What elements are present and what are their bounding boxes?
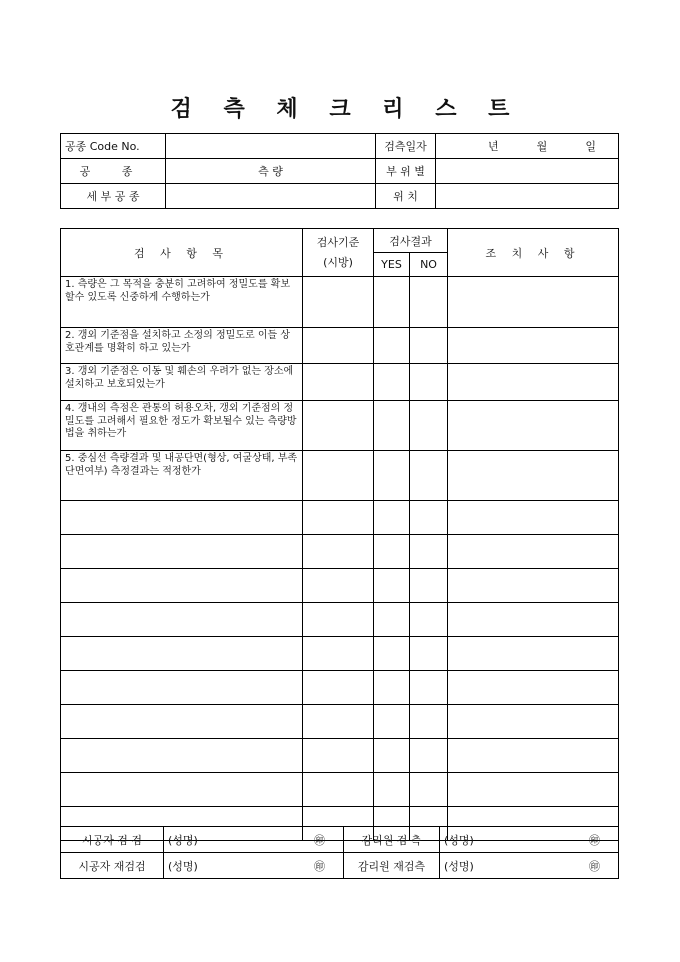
work-code-label: 공종 Code No. xyxy=(61,134,166,159)
contractor-recheck-sign[interactable] xyxy=(164,853,344,879)
yes-cell[interactable] xyxy=(374,705,410,739)
col-result-header: 검사결과 xyxy=(374,229,448,253)
check-item: 3. 갱외 기준점은 이동 및 훼손의 우려가 없는 장소에 설치하고 보호되었는가 xyxy=(61,364,303,401)
table-row xyxy=(61,401,619,451)
no-cell[interactable] xyxy=(410,501,448,535)
no-cell[interactable] xyxy=(410,739,448,773)
empty-row xyxy=(61,535,619,569)
no-cell[interactable] xyxy=(410,277,448,328)
criteria-cell[interactable] xyxy=(303,328,374,364)
criteria-cell[interactable] xyxy=(303,501,374,535)
name-placeholder: (성명) xyxy=(168,859,198,873)
yes-cell[interactable] xyxy=(374,637,410,671)
action-cell[interactable] xyxy=(448,328,619,364)
yes-cell[interactable] xyxy=(374,773,410,807)
criteria-sub-label: (시방) xyxy=(323,255,353,269)
col-action-header: 조 치 사 항 xyxy=(448,229,619,277)
date-value[interactable] xyxy=(436,134,619,159)
name-placeholder: (성명) xyxy=(444,833,474,847)
action-cell[interactable] xyxy=(448,277,619,328)
criteria-cell[interactable] xyxy=(303,277,374,328)
empty-row xyxy=(61,739,619,773)
criteria-cell[interactable] xyxy=(303,451,374,501)
yes-cell[interactable] xyxy=(374,569,410,603)
table-row xyxy=(61,364,619,401)
seal-icon: ㊞ xyxy=(589,859,600,873)
action-cell[interactable] xyxy=(448,364,619,401)
title-char: 검 xyxy=(170,96,192,122)
no-cell[interactable] xyxy=(410,637,448,671)
item-cell[interactable] xyxy=(61,773,303,807)
date-year: 년 xyxy=(488,140,499,153)
title-char: 리 xyxy=(382,96,404,122)
action-cell[interactable] xyxy=(448,671,619,705)
criteria-cell[interactable] xyxy=(303,637,374,671)
location-label: 위 치 xyxy=(376,184,436,209)
empty-row xyxy=(61,569,619,603)
action-cell[interactable] xyxy=(448,451,619,501)
contractor-recheck-label: 시공자 재검검 xyxy=(61,853,164,879)
criteria-cell[interactable] xyxy=(303,364,374,401)
yes-cell[interactable] xyxy=(374,364,410,401)
col-yes-header: YES xyxy=(374,253,410,277)
no-cell[interactable] xyxy=(410,401,448,451)
action-cell[interactable] xyxy=(448,401,619,451)
seal-icon: ㊞ xyxy=(589,833,600,847)
title-char: 트 xyxy=(488,96,510,122)
criteria-cell[interactable] xyxy=(303,671,374,705)
item-cell[interactable] xyxy=(61,501,303,535)
title-char: 체 xyxy=(276,96,298,122)
col-criteria-header xyxy=(303,229,374,277)
criteria-cell[interactable] xyxy=(303,401,374,451)
yes-cell[interactable] xyxy=(374,277,410,328)
empty-row xyxy=(61,603,619,637)
yes-cell[interactable] xyxy=(374,739,410,773)
name-placeholder: (성명) xyxy=(168,833,198,847)
action-cell[interactable] xyxy=(448,569,619,603)
seal-icon: ㊞ xyxy=(314,859,325,873)
item-cell[interactable] xyxy=(61,705,303,739)
yes-cell[interactable] xyxy=(374,535,410,569)
action-cell[interactable] xyxy=(448,773,619,807)
check-item: 5. 중심선 측량결과 및 내공단면(형상, 여굴상태, 부족단면여부) 측정결과는 적정한가 xyxy=(61,451,303,501)
action-cell[interactable] xyxy=(448,637,619,671)
item-cell[interactable] xyxy=(61,569,303,603)
no-cell[interactable] xyxy=(410,705,448,739)
table-row xyxy=(61,328,619,364)
col-no-header: NO xyxy=(410,253,448,277)
check-item: 2. 갱외 기준점을 설치하고 소정의 정밀도로 이들 상호관계를 명확히 하고 있는가 xyxy=(61,328,303,364)
action-cell[interactable] xyxy=(448,501,619,535)
criteria-cell[interactable] xyxy=(303,705,374,739)
yes-cell[interactable] xyxy=(374,603,410,637)
page-title xyxy=(0,92,680,123)
action-cell[interactable] xyxy=(448,705,619,739)
location-value[interactable] xyxy=(436,184,619,209)
no-cell[interactable] xyxy=(410,671,448,705)
date-day: 일 xyxy=(585,140,596,153)
work-code-value[interactable] xyxy=(166,134,376,159)
title-char: 크 xyxy=(329,96,351,122)
item-cell[interactable] xyxy=(61,739,303,773)
title-char: 측 xyxy=(223,96,245,122)
criteria-cell[interactable] xyxy=(303,535,374,569)
table-row xyxy=(61,451,619,501)
no-cell[interactable] xyxy=(410,328,448,364)
empty-row xyxy=(61,637,619,671)
action-cell[interactable] xyxy=(448,739,619,773)
table-row xyxy=(61,277,619,328)
name-placeholder: (성명) xyxy=(444,859,474,873)
seal-icon: ㊞ xyxy=(314,833,325,847)
col-item-header: 검 사 항 목 xyxy=(61,229,303,277)
detail-label: 세 부 공 종 xyxy=(61,184,166,209)
detail-value[interactable] xyxy=(166,184,376,209)
check-item: 1. 측량은 그 목적을 충분히 고려하여 정밀도를 확보할수 있도록 신중하게 수행하는가 xyxy=(61,277,303,328)
supervisor-recheck-label: 감리원 재검측 xyxy=(344,853,440,879)
no-cell[interactable] xyxy=(410,535,448,569)
criteria-cell[interactable] xyxy=(303,739,374,773)
criteria-cell[interactable] xyxy=(303,773,374,807)
item-cell[interactable] xyxy=(61,637,303,671)
item-cell[interactable] xyxy=(61,535,303,569)
supervisor-recheck-sign[interactable] xyxy=(440,853,619,879)
no-cell[interactable] xyxy=(410,569,448,603)
action-cell[interactable] xyxy=(448,603,619,637)
supervisor-check-sign[interactable] xyxy=(440,827,619,853)
criteria-cell[interactable] xyxy=(303,569,374,603)
empty-row xyxy=(61,705,619,739)
yes-cell[interactable] xyxy=(374,401,410,451)
empty-row xyxy=(61,773,619,807)
date-month: 월 xyxy=(536,140,548,153)
title-char: 스 xyxy=(435,96,457,122)
signature-table xyxy=(60,826,619,879)
no-cell[interactable] xyxy=(410,364,448,401)
yes-cell[interactable] xyxy=(374,671,410,705)
criteria-label: 검사기준 xyxy=(316,235,360,249)
work-type-label: 공 종 xyxy=(61,159,166,184)
criteria-cell[interactable] xyxy=(303,603,374,637)
item-cell[interactable] xyxy=(61,671,303,705)
header-table xyxy=(60,133,619,209)
check-item: 4. 갱내의 측점은 관통의 허용오차, 갱외 기준점의 정밀도를 고려해서 필요한 정도가 확보될수 있는 측량방법을 취하는가 xyxy=(61,401,303,451)
part-label: 부 위 별 xyxy=(376,159,436,184)
contractor-check-label: 시공자 검 검 xyxy=(61,827,164,853)
supervisor-check-label: 감리원 검 측 xyxy=(344,827,440,853)
part-value[interactable] xyxy=(436,159,619,184)
contractor-check-sign[interactable] xyxy=(164,827,344,853)
checklist-table xyxy=(60,228,619,841)
item-cell[interactable] xyxy=(61,603,303,637)
work-type-value: 측 량 xyxy=(166,159,376,184)
date-label: 검측일자 xyxy=(376,134,436,159)
yes-cell[interactable] xyxy=(374,451,410,501)
no-cell[interactable] xyxy=(410,603,448,637)
empty-row xyxy=(61,501,619,535)
action-cell[interactable] xyxy=(448,535,619,569)
no-cell[interactable] xyxy=(410,451,448,501)
yes-cell[interactable] xyxy=(374,328,410,364)
yes-cell[interactable] xyxy=(374,501,410,535)
empty-row xyxy=(61,671,619,705)
no-cell[interactable] xyxy=(410,773,448,807)
